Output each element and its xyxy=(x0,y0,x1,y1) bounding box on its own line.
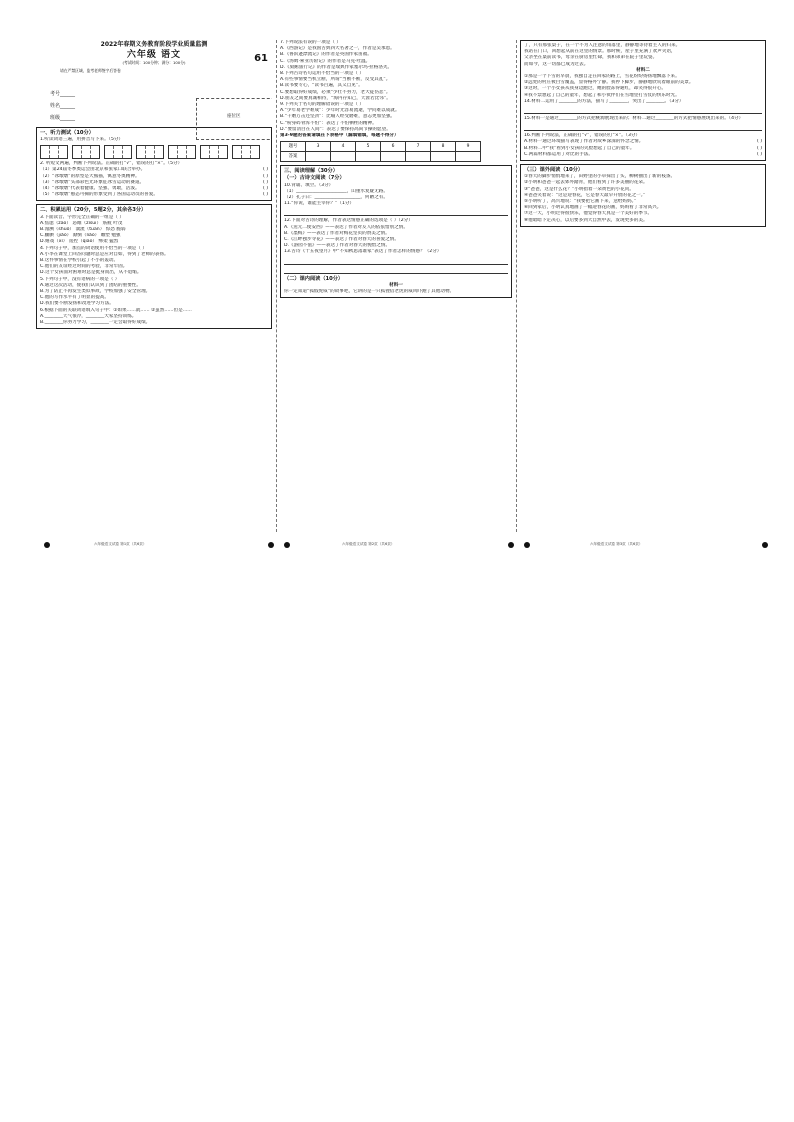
passage-line: ⑤小明听了，高兴地说：“我要把它画下来，送给妈妈。” xyxy=(524,199,637,205)
binding-dot xyxy=(762,542,768,548)
section-title: （三）课外阅读（10分） xyxy=(524,167,584,174)
section-title: 三、阅读理解（30分） xyxy=(284,168,338,175)
option-line: C.要想取得好成绩，必须“少壮不努力，老大徒伤悲”。 xyxy=(280,89,391,95)
pinyin-box[interactable] xyxy=(40,145,68,159)
question-line: 3.下面读音、字形完全正确的一组是（ ） xyxy=(40,214,124,220)
answer-header-cell: 5 xyxy=(356,142,381,152)
name-field[interactable]: 姓名______ xyxy=(50,102,76,109)
answer-cell[interactable] xyxy=(306,152,331,162)
answer-table xyxy=(280,141,481,162)
subsection-title: （一）古诗文阅读（7分） xyxy=(284,175,345,182)
statement-line: （5）“冰墩墩”憨态可掬的形象受到了各国运动员的喜爱。 ( ) xyxy=(40,192,268,198)
answer-cell[interactable] xyxy=(431,152,456,162)
question-line: 16.判断下列说法，正确的打“√”，错误的打“×”。（3分） xyxy=(524,133,641,139)
option-line: D.我们要不断发扬和改进学习方法。 xyxy=(40,301,114,307)
option-line: B.为了防止不再发生类似事故，学校加强了安全管理。 xyxy=(40,289,151,295)
answer-cell[interactable] xyxy=(456,152,481,162)
passage-line: ①春天的脚步悄悄地来了，田野里的小草探出了头，柳树抽出了新的枝条。 xyxy=(524,174,676,180)
option-line: B.《墨梅》——表达了作者对梅花坚贞的赞美之情。 xyxy=(284,230,390,236)
option-line: D.《骑鹅旅行记》的作者是瑞典作家塞尔玛·拉格洛芙。 xyxy=(280,64,393,70)
option-line: B.漫溯（shuò） 湍流（tuān） 惊恐 脆弱 xyxy=(40,227,126,233)
question-line: 5.下列句子中，没有语病的一项是（ ） xyxy=(40,276,120,282)
binding-dot xyxy=(44,542,50,548)
answer-cell[interactable] xyxy=(406,152,431,162)
page-footer: 六年级语文试卷 第2页（共6页） xyxy=(342,542,395,546)
answer-header-cell: 7 xyxy=(406,142,431,152)
section-title: 二、积累运用（20分，5题2分，其余各3分） xyxy=(40,207,147,214)
answer-header-cell: 4 xyxy=(331,142,356,152)
pinyin-box[interactable] xyxy=(200,145,228,159)
reading-material-box xyxy=(520,40,766,161)
column-divider xyxy=(516,40,517,532)
passage-line: 你一定知道“狐假虎威”的故事吧，它讲的是一只狐狸借老虎的威风吓跑了其他动物。 xyxy=(284,289,455,295)
question-line: 10.背诵、填空。（3分） xyxy=(284,182,334,188)
section-extra-reading xyxy=(520,164,766,227)
statement-line: C.两篇材料都运用了对比的手法。 ( ) xyxy=(524,151,762,157)
option-line: A.《送元二使安西》——表达了作者对友人的依依惜别之情。 xyxy=(284,224,408,230)
page-2-column xyxy=(280,40,512,520)
option-line: A.《西游记》是我国古典四大名著之一，作者是吴承恩。 xyxy=(280,46,395,52)
answer-table-note: 第3-9题的答案请填在下表格中（漏填错填，每题不得分） xyxy=(280,133,399,139)
pinyin-box[interactable] xyxy=(72,145,100,159)
binding-dot xyxy=(524,542,530,548)
option-line: C.他的写作水平有了明显的提高。 xyxy=(40,295,109,301)
option-line: A.有些事情要当机立断，所谓“当断不断，反受其乱”。 xyxy=(280,77,391,83)
material-title: 材料一 xyxy=(389,282,403,288)
statement-line: （1）第24届冬季奥运会由北京和张家口联合举办。 ( ) xyxy=(40,167,268,173)
passage-line: ②远处的村庄被白雪覆盖，显得格外宁静。我停下脚步，静静地欣赏着眼前的美景。 xyxy=(524,80,694,86)
option-line: B.“千磨万击还坚劲”：比喻人经受磨难，意志更加坚强。 xyxy=(280,114,396,120)
question-line: 9.下列关于名句的理解错误的一项是（ ） xyxy=(280,102,364,108)
answer-header-cell: 6 xyxy=(381,142,406,152)
answer-cell[interactable] xyxy=(381,152,406,162)
paper-number: 61 xyxy=(254,53,268,64)
page-3-column xyxy=(520,40,766,520)
answer-line[interactable] xyxy=(524,124,762,131)
pinyin-box[interactable] xyxy=(168,145,196,159)
passage-line: ⑧他暗暗下定决心，以后要多到大自然中去，发现更多的美。 xyxy=(524,217,648,223)
page-footer: 六年级语文试卷 第3页（共6页） xyxy=(590,542,643,546)
seat-area-box xyxy=(196,98,272,140)
option-line: B.________你努力学习，________一定会取得好成绩。 xyxy=(40,320,151,326)
answer-line[interactable] xyxy=(284,209,508,216)
statement-line: （4）“冰墩墩”代表着健康、坚强、勇敢，活泼。 ( ) xyxy=(40,186,268,192)
pinyin-boxes xyxy=(40,145,268,159)
exam-sheet xyxy=(30,40,776,548)
passage-line: ⑦这一天，小明过得很快乐，他觉得春天真是一个美好的季节。 xyxy=(524,211,653,217)
statement-line: （2）“冰墩墩”的原型是大熊猫，寓意冬奥精神。 ( ) xyxy=(40,173,268,179)
option-line: D.朋友之间要真诚相待，“海内存知己，天涯若比邻”。 xyxy=(280,95,391,101)
statement-line: B.材料二中“我”看到小女孩的笑脸想起了自己的童年。 ( ) xyxy=(524,145,762,151)
question-line: 15.材料一是通过________的方式把桃源展现出来的；材料二通过________的方式把情感展现出来的。（4分） xyxy=(524,116,744,122)
fill-line[interactable]: （2）孔子曰：____________________，何陋之有。 xyxy=(284,195,388,201)
answer-header-cell: 3 xyxy=(306,142,331,152)
passage-line: ④我不禁想起了自己的童年，想起了和小伙伴们在雪地里打雪仗的快乐时光。 xyxy=(524,92,680,98)
column-divider xyxy=(276,40,277,532)
binding-dot xyxy=(268,542,274,548)
option-line: A.通过这次活动，使我们认识到了团结的重要性。 xyxy=(40,282,141,288)
option-line: D.这个女孩面对困难时总是挺身而出，从不退缩。 xyxy=(40,270,142,276)
answer-cell[interactable] xyxy=(356,152,381,162)
section-reading xyxy=(280,165,512,298)
pinyin-box[interactable] xyxy=(136,145,164,159)
option-line: A.焦虑（zāo） 恣睢（zìsuī） 筋疲 叶茂 xyxy=(40,220,123,226)
option-line: B.读书要专心，“读书百遍，其义自见”。 xyxy=(280,83,363,89)
exam-title: 2022年春期义务教育阶段学业质量监测 xyxy=(100,41,208,48)
pinyin-box[interactable] xyxy=(104,145,132,159)
option-line: C.《江畔独步寻花》——表达了作者对春天的喜爱之情。 xyxy=(284,237,399,243)
seat-area-label: 座位区 xyxy=(227,114,241,119)
option-line: D.《游园不值》——表达了作者对春天的惋惜之情。 xyxy=(284,243,391,249)
answer-line[interactable] xyxy=(524,107,762,114)
question-line: 6.根据下面的关联词语填入句子中：①如果……就…… ②虽然……但是…… xyxy=(40,307,192,313)
passage-line: 父亲坐在桌前读书，母亲在厨房里忙碌，我和弟弟在院子里玩耍。 xyxy=(524,55,658,61)
passage-line: ③这时，一个小女孩从我身边跑过，她的脸冻得通红，却笑得很开心。 xyxy=(524,86,666,92)
passage-line: ①那是一个下雪的早晨，我独自走在回家的路上，雪花纷纷扬扬地飘落下来。 xyxy=(524,74,680,80)
statement-line: A.材料一通过环境描写表现了作者对故乡深深的怀念之情。 ( ) xyxy=(524,139,762,145)
grade-subject: 六年级 语文 xyxy=(126,50,182,61)
option-line: B.这件事情在学校引起了不小的轰动。 xyxy=(40,258,119,264)
section-accumulation xyxy=(36,204,272,329)
class-field[interactable]: 班级______ xyxy=(50,114,76,121)
question-line: 7.下列说法有误的一项是（ ） xyxy=(280,40,341,45)
answer-line[interactable] xyxy=(284,267,508,274)
subsection-title: （二）课内阅读（10分） xyxy=(284,275,344,282)
exam-info: (考试时间：100分钟；满分：100分) xyxy=(122,60,186,66)
passage-line: ③“爸爸，这是什么花？”小明指着一朵黄色的小花问。 xyxy=(524,186,634,192)
question-line: 13.古诗《十五夜望月》中“不知秋思落谁家”表达了作者怎样的情感？（2分） xyxy=(284,249,442,255)
binding-dot xyxy=(508,542,514,548)
answer-cell[interactable] xyxy=(331,152,356,162)
option-line: D.嬉戏（xì） 遥控（qiāo） 绑架 猛烈 xyxy=(40,239,119,245)
question-line: 1.听读词语三遍，用拼音写下来。（5分） xyxy=(40,137,124,143)
question-line: 4.下列句子中，加点的词语使用不恰当的一项是（ ） xyxy=(40,245,147,251)
question-line: 11.“你说，谁能主宰你？”（1分） xyxy=(284,201,355,207)
statement-line: （3）“冰墩墩”头部彩色光环象征冰雪运动的赛道。 ( ) xyxy=(40,179,268,185)
answer-header-cell: 9 xyxy=(456,142,481,152)
question-line: 8.下列古诗名句运用不恰当的一项是（ ） xyxy=(280,71,364,77)
answer-row-label: 答案 xyxy=(281,152,306,162)
option-line: B.《鲁滨逊漂流记》的作者是英国作家笛福。 xyxy=(280,52,372,58)
exam-number-field[interactable]: 考号______ xyxy=(50,90,76,97)
question-line: 14.材料二运用了________的方法，描写了________，突出了________。（3分） xyxy=(524,98,684,104)
answer-line[interactable] xyxy=(284,258,508,265)
page-1-column xyxy=(36,40,272,520)
page-footer: 六年级语文试卷 第1页（共6页） xyxy=(94,542,147,546)
pinyin-box[interactable] xyxy=(232,145,260,159)
option-line: A.________天气很冷，________大家坚持训练。 xyxy=(40,313,137,319)
answer-header-cell: 8 xyxy=(431,142,456,152)
section-title: 一、听力测试（10分） xyxy=(40,129,94,136)
passage-line: ④爸爸笑着说：“这是迎春花，它是春天最早开放的花之一。” xyxy=(524,192,646,198)
question-line: 2. 听短文两遍，判断下列说法。正确的打“√”，错误的打“×”。（5分） xyxy=(40,161,183,167)
option-line: D.“要留清白在人间”：表达了要保持高尚节操的愿望。 xyxy=(280,126,391,132)
fill-line[interactable]: （1）______________________，山重水复疑无路。 xyxy=(284,188,388,194)
passage-line: ②小明和爸爸一起去郊外踏青，他们看到了许多美丽的花朵。 xyxy=(524,180,648,186)
passage-line: 我站在门口，回想起从前在这里的情景。那时候，屋子里充满了欢声笑语， xyxy=(524,49,676,55)
passage-line: 而如今，这一切都已成为过去。 xyxy=(524,61,589,67)
question-line: 12.下面对古诗的理解，作者表达情感正确的选项是（ ）（2分） xyxy=(284,218,413,224)
option-line: C.腼腆（jiǎo） 潦倒（liáo） 雕塑 勉强 xyxy=(40,233,121,239)
passage-line: 了，只有那张桌子，在一个不为人注意的角落里，静静地等待着主人的归来。 xyxy=(524,43,681,48)
answer-header-cell: 题号 xyxy=(281,142,306,152)
option-line: A.“少年易老学难成”：少年时光容易流逝，学问难以成就。 xyxy=(280,108,400,114)
option-line: C.他们的友谊经过时间的考验，非常牢固。 xyxy=(40,264,128,270)
material-title: 材料二 xyxy=(636,67,650,73)
option-line: A.小李在课堂上回答问题时总是应对自如，得到了老师的表扬。 xyxy=(40,251,169,257)
option-line: C.“粉身碎骨浑不怕”：表达了不怕牺牲的精神。 xyxy=(280,120,377,126)
passage-line: ⑥回到家后，小明认真地画了一幅迎春花的画，妈妈看了非常高兴。 xyxy=(524,205,662,211)
binding-dot xyxy=(284,542,290,548)
exam-notice: 请在严禁区域，监考老师签字后答卷 xyxy=(60,67,121,73)
option-line: C.《汤姆·索亚历险记》的作者是马克·吐温。 xyxy=(280,58,371,64)
